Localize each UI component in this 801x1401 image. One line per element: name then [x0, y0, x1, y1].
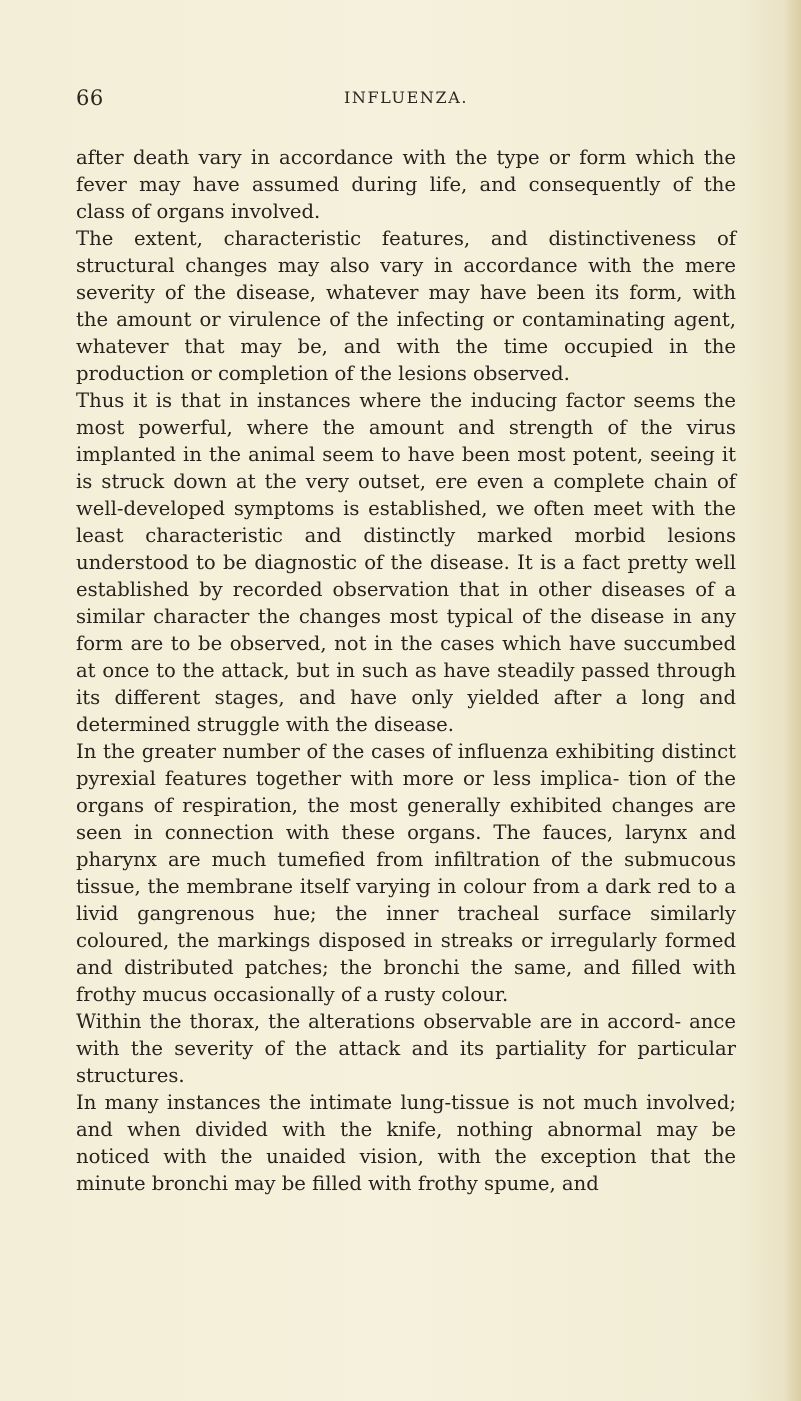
page-number: 66	[76, 86, 104, 110]
paragraph: In the greater number of the cases of influenza exhibiting distinct pyrexial features together with more or less implica- tion of the organs of respiration, the most generally exhibited changes are seen in connection with these organs. The fauces, larynx and pharynx are much tumefied from infiltration of the submucous tissue, the membrane itself varying in colour from a dark red to a livid gangrenous hue; the inner tracheal surface similarly coloured, the markings disposed in streaks or irregularly formed and distributed patches; the bronchi the same, and filled with frothy mucus occasionally of a rusty colour.	[76, 740, 736, 1006]
running-title: INFLUENZA.	[343, 88, 469, 107]
page-edge-shadow	[783, 0, 801, 1401]
paragraph: Within the thorax, the alterations observable are in accord- ance with the severity of the attack and its partiality for particular structures.	[76, 1010, 736, 1087]
body-text	[76, 144, 736, 1197]
running-head	[76, 86, 736, 116]
paragraph: Thus it is that in instances where the inducing factor seems the most powerful, where the amount and strength of the virus implanted in the animal seem to have been most potent, seeing it is struck down at the very outset, ere even a complete chain of well-developed symptoms is established, we often meet with the least characteristic and distinctly marked morbid lesions understood to be diagnostic of the disease. It is a fact pretty well established by recorded observation that in other diseases of a similar character the changes most typical of the disease in any form are to be observed, not in the cases which have succumbed at once to the attack, but in such as have steadily passed through its different stages, and have only yielded after a long and determined struggle with the disease.	[76, 389, 736, 736]
paragraph: In many instances the intimate lung-tissue is not much involved; and when divided with the knife, nothing abnormal may be noticed with the unaided vision, with the exception that the minute bronchi may be filled with frothy spume, and	[76, 1091, 736, 1195]
paragraph: The extent, characteristic features, and distinctiveness of structural changes may also vary in accordance with the mere severity of the disease, whatever may have been its form, with the amount or virulence of the infecting or contaminating agent, whatever that may be, and with the time occupied in the production or completion of the lesions observed.	[76, 227, 736, 385]
paragraph: after death vary in accordance with the type or form which the fever may have assumed during life, and consequently of the class of organs involved.	[76, 146, 736, 223]
